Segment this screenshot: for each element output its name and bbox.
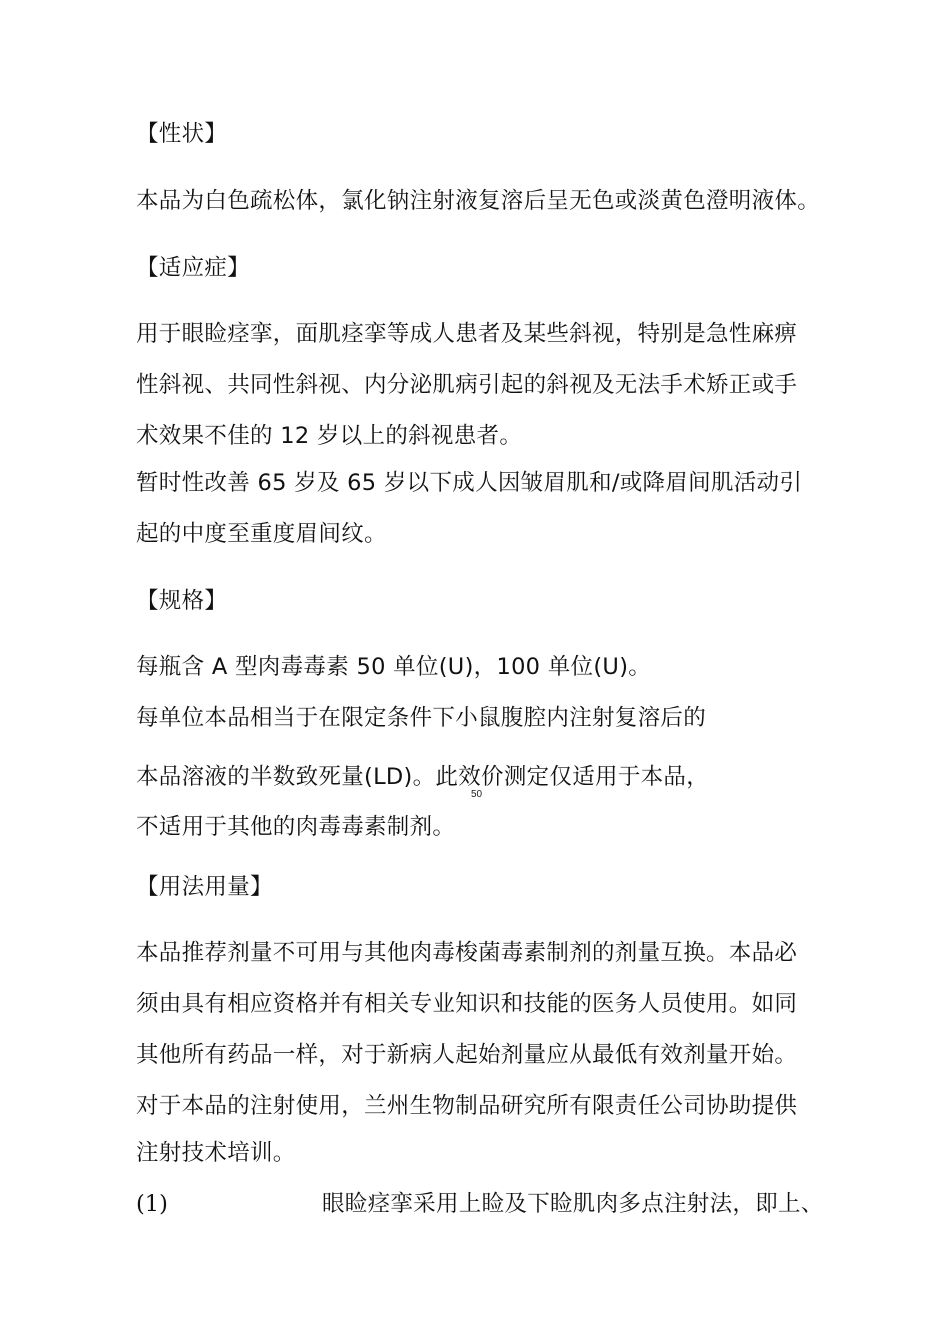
list-item-text: 眼睑痉挛采用上睑及下睑肌肉多点注射法，即上、 bbox=[322, 1191, 824, 1217]
dosage-text-line: 对于本品的注射使用，兰州生物制品研究所有限责任公司协助提供 bbox=[136, 1093, 798, 1119]
indications-text-line: 性斜视、共同性斜视、内分泌肌病引起的斜视及无法手术矫正或手 bbox=[136, 372, 798, 398]
section-heading-specifications: 【规格】 bbox=[136, 588, 228, 614]
indications-text-line: 术效果不佳的 12 岁以上的斜视患者。 bbox=[136, 423, 523, 449]
list-item-number: (1) bbox=[136, 1191, 168, 1217]
specifications-text-line: 每单位本品相当于在限定条件下小鼠腹腔内注射复溶后的 bbox=[136, 705, 707, 731]
dosage-text-line: 其他所有药品一样，对于新病人起始剂量应从最低有效剂量开始。 bbox=[136, 1042, 798, 1068]
specifications-text-line: 每瓶含 A 型肉毒毒素 50 单位(U)，100 单位(U)。 bbox=[136, 654, 652, 680]
specifications-text-line: 本品溶液的半数致死量(LD)。此效价测定仅适用于本品， bbox=[136, 764, 710, 790]
dosage-text-line: 须由具有相应资格并有相关专业知识和技能的医务人员使用。如同 bbox=[136, 991, 798, 1017]
indications-text-line: 暂时性改善 65 岁及 65 岁以下成人因皱眉肌和/或降眉间肌活动引 bbox=[136, 470, 803, 496]
properties-text-line: 本品为白色疏松体，氯化钠注射液复溶后呈无色或淡黄色澄明液体。 bbox=[136, 188, 821, 214]
dosage-text-line: 注射技术培训。 bbox=[136, 1140, 296, 1166]
dosage-text-line: 本品推荐剂量不可用与其他肉毒梭菌毒素制剂的剂量互换。本品必 bbox=[136, 940, 798, 966]
ld-subscript: 50 bbox=[471, 789, 483, 800]
specifications-text-line: 不适用于其他的肉毒毒素制剂。 bbox=[136, 814, 456, 840]
indications-text-line: 用于眼睑痉挛，面肌痉挛等成人患者及某些斜视，特别是急性麻痹 bbox=[136, 321, 798, 347]
indications-text-line: 起的中度至重度眉间纹。 bbox=[136, 521, 387, 547]
section-heading-dosage: 【用法用量】 bbox=[136, 874, 273, 900]
section-heading-properties: 【性状】 bbox=[136, 121, 228, 147]
section-heading-indications: 【适应症】 bbox=[136, 255, 251, 281]
